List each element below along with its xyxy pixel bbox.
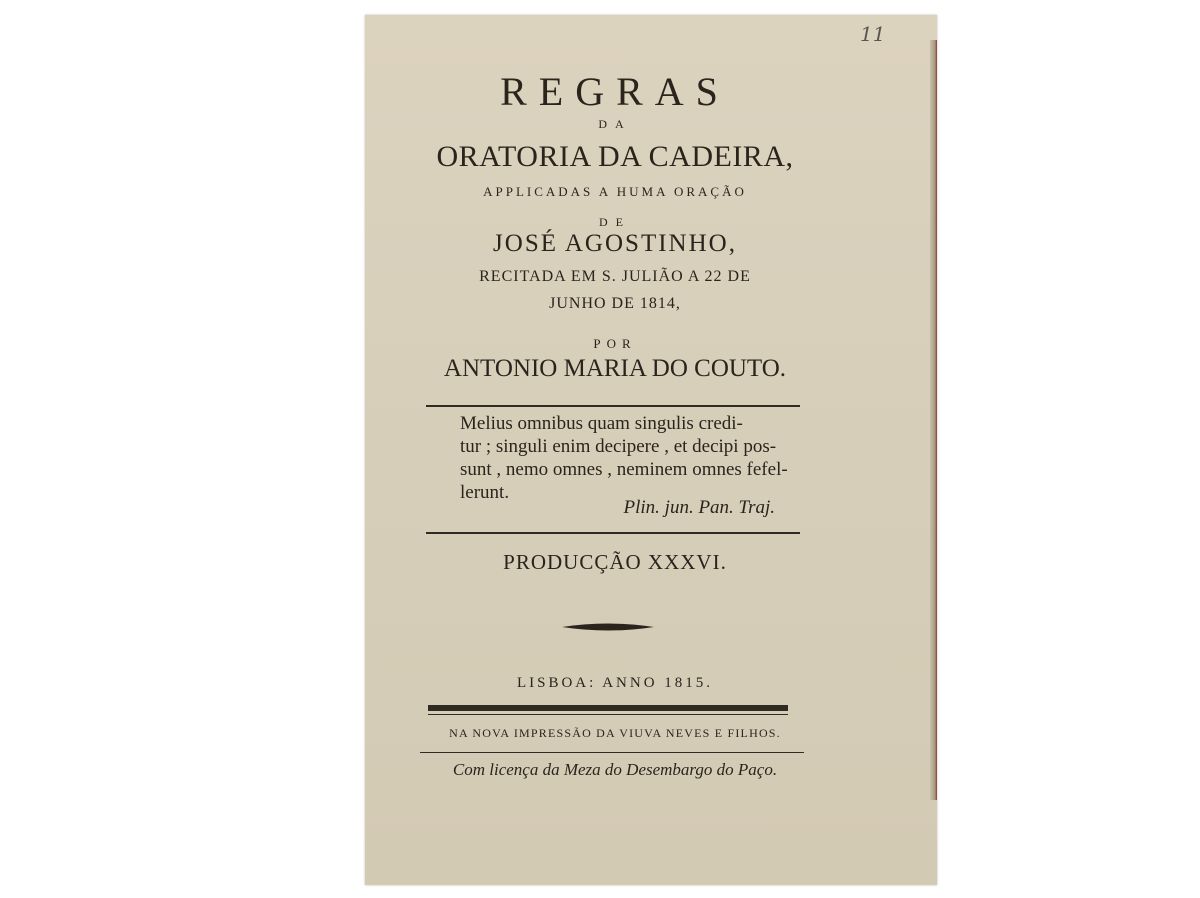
title-date: JUNHO DE 1814, <box>549 295 681 312</box>
title-author: ANTONIO MARIA DO COUTO. <box>443 355 787 382</box>
title-da: DA <box>598 117 632 131</box>
imprint-place-year: LISBOA: ANNO 1815. <box>516 675 714 691</box>
title-subject: ORATORIA DA CADEIRA, <box>436 140 794 173</box>
epigraph-line: Melius omnibus quam singulis credi- <box>460 413 743 434</box>
thick-divider-rule <box>428 705 788 711</box>
epigraph-citation: Plin. jun. Pan. Traj. <box>623 497 775 518</box>
divider-rule <box>426 405 800 407</box>
epigraph-line: tur ; singuli enim decipere , et decipi pos- <box>460 436 777 457</box>
title-de: DE <box>599 215 631 229</box>
divider-rule <box>426 532 800 534</box>
imprint-license: Com licença da Meza do Desembargo do Paço. <box>452 760 778 779</box>
book-spine-edge <box>930 40 937 800</box>
handwritten-leaf-number: 11 <box>860 22 886 46</box>
epigraph-line: lerunt. <box>460 482 510 503</box>
imprint-printer: NA NOVA IMPRESSÃO DA VIUVA NEVES E FILHOS. <box>449 726 781 740</box>
title-por: POR <box>593 336 637 351</box>
title-applied: APPLICADAS A HUMA ORAÇÃO <box>483 184 747 199</box>
production-number: PRODUCÇÃO XXXVI. <box>503 550 727 574</box>
title-oration-author: JOSÉ AGOSTINHO, <box>493 230 737 257</box>
epigraph <box>460 412 800 504</box>
thin-divider-rule <box>428 714 788 715</box>
title-regras: REGRAS <box>500 69 730 114</box>
ornamental-dash-icon <box>562 620 654 634</box>
epigraph-line: sunt , nemo omnes , neminem omnes fefel- <box>460 459 788 480</box>
title-recited: RECITADA EM S. JULIÃO A 22 DE <box>479 268 751 285</box>
divider-rule <box>420 752 804 753</box>
